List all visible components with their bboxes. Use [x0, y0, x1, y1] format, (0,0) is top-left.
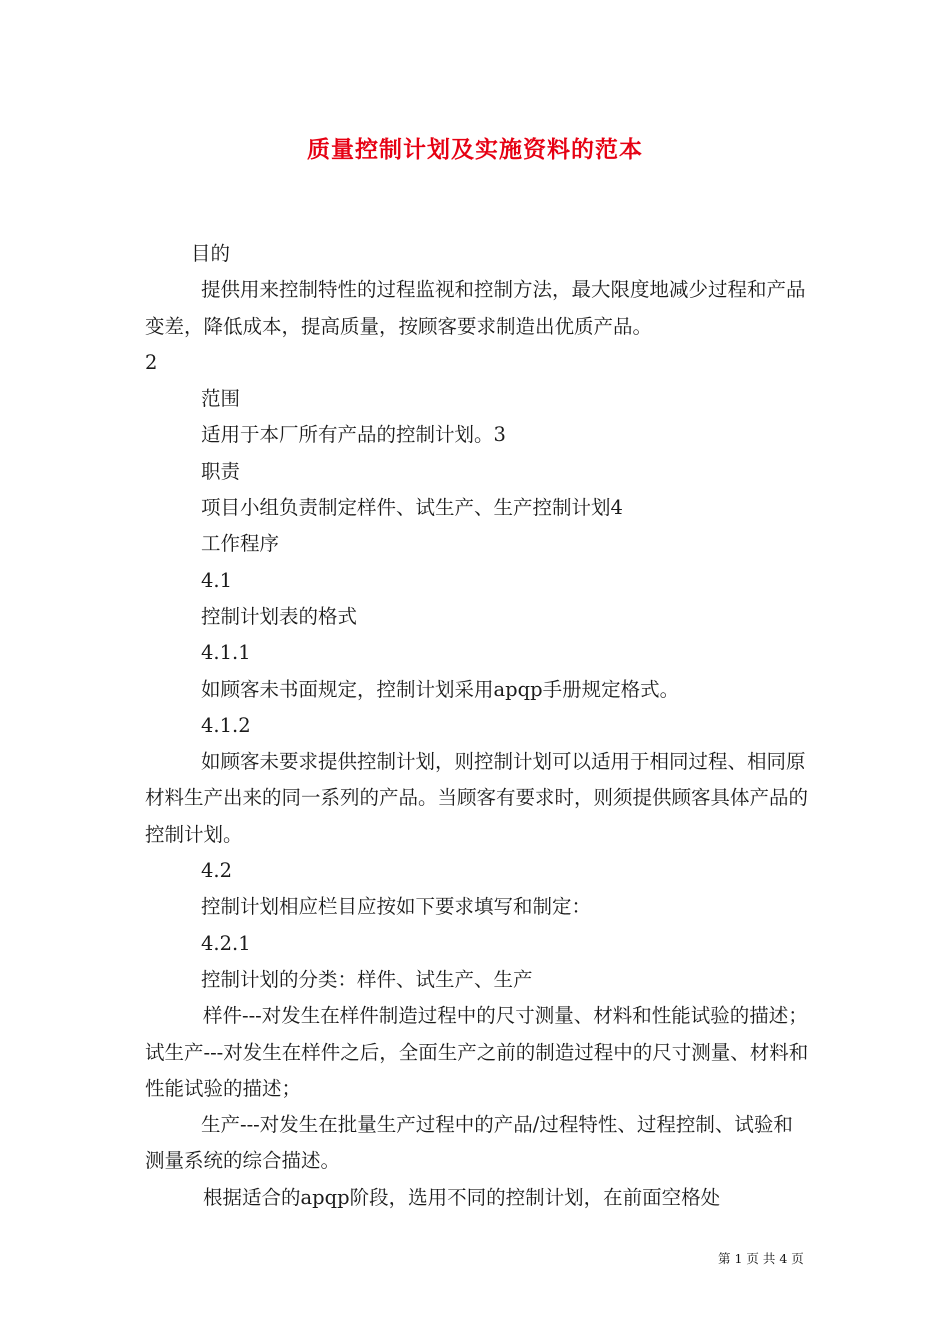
section-number: 4.1.2 — [201, 713, 251, 737]
page-footer: 第 1 页 共 4 页 — [718, 1251, 804, 1266]
paragraph-responsibility: 项目小组负责制定样件、试生产、生产控制计划4 — [201, 496, 623, 520]
section-number: 4.1 — [201, 568, 233, 592]
heading-purpose: 目的 — [191, 242, 231, 265]
paragraph-fields: 控制计划相应栏目应按如下要求填写和制定： — [201, 895, 592, 919]
section-number: 4.2 — [201, 859, 233, 883]
section-number: 2 — [145, 350, 158, 374]
paragraph-apqp: 根据适合的apqp阶段，选用不同的控制计划，在前面空格处 — [203, 1185, 721, 1209]
heading-format: 控制计划表的格式 — [201, 604, 358, 628]
section-number: 4.1.1 — [201, 641, 251, 665]
document-body — [145, 236, 810, 1216]
paragraph-format-series: 如顾客未要求提供控制计划，则控制计划可以适用于相同过程、相同原材料生产出来的同一系列的产品。当顾客有要求时，则须提供顾客具体产品的控制计划。 — [145, 750, 809, 846]
paragraph-classification: 控制计划的分类：样件、试生产、生产 — [201, 967, 533, 991]
section-number: 4.2.1 — [201, 931, 251, 955]
heading-procedure: 工作程序 — [201, 532, 280, 556]
paragraph-format-default: 如顾客未书面规定，控制计划采用apqp手册规定格式。 — [201, 677, 680, 701]
paragraph-purpose: 提供用来控制特性的过程监视和控制方法，最大限度地减少过程和产品变差，降低成本，提高质量，按顾客要求制造出优质产品。 — [145, 278, 806, 338]
paragraph-production: 生产---对发生在批量生产过程中的产品/过程特性、过程控制、试验和测量系统的综合描述。 — [145, 1113, 793, 1173]
paragraph-prototype: 样件---对发生在样件制造过程中的尺寸测量、材料和性能试验的描述；试生产---对发生在样件之后，全面生产之前的制造过程中的尺寸测量、材料和性能试验的描述； — [145, 1004, 809, 1100]
document-title: 质量控制计划及实施资料的范本 — [307, 136, 643, 163]
paragraph-scope: 适用于本厂所有产品的控制计划。3 — [201, 423, 506, 447]
heading-responsibility: 职责 — [201, 459, 241, 483]
heading-scope: 范围 — [201, 387, 241, 411]
